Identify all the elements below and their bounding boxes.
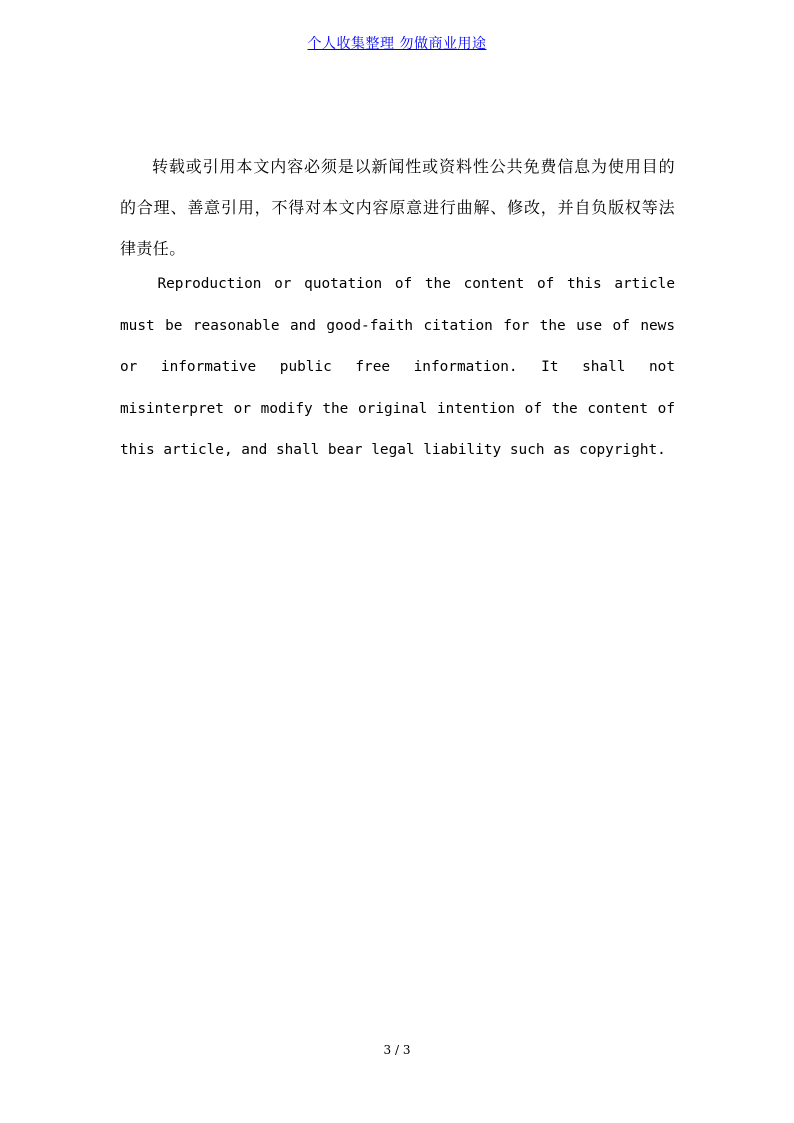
english-disclaimer-paragraph: Reproduction or quotation of the content of this article must be reasonable and good-faith citation for the use of news or informative public free information. It shall not misinterpret or modify the original intention of the content of this article, and shall bear legal liability such as copyright. (120, 276, 675, 459)
header-link[interactable]: 个人收集整理 勿做商业用途 (307, 36, 487, 52)
page-number: 3 / 3 (383, 1043, 411, 1057)
page-header (0, 35, 794, 53)
chinese-disclaimer-paragraph: 转载或引用本文内容必须是以新闻性或资料性公共免费信息为使用目的的合理、善意引用，不得对本文内容原意进行曲解、修改，并自负版权等法律责任。 (120, 157, 675, 258)
